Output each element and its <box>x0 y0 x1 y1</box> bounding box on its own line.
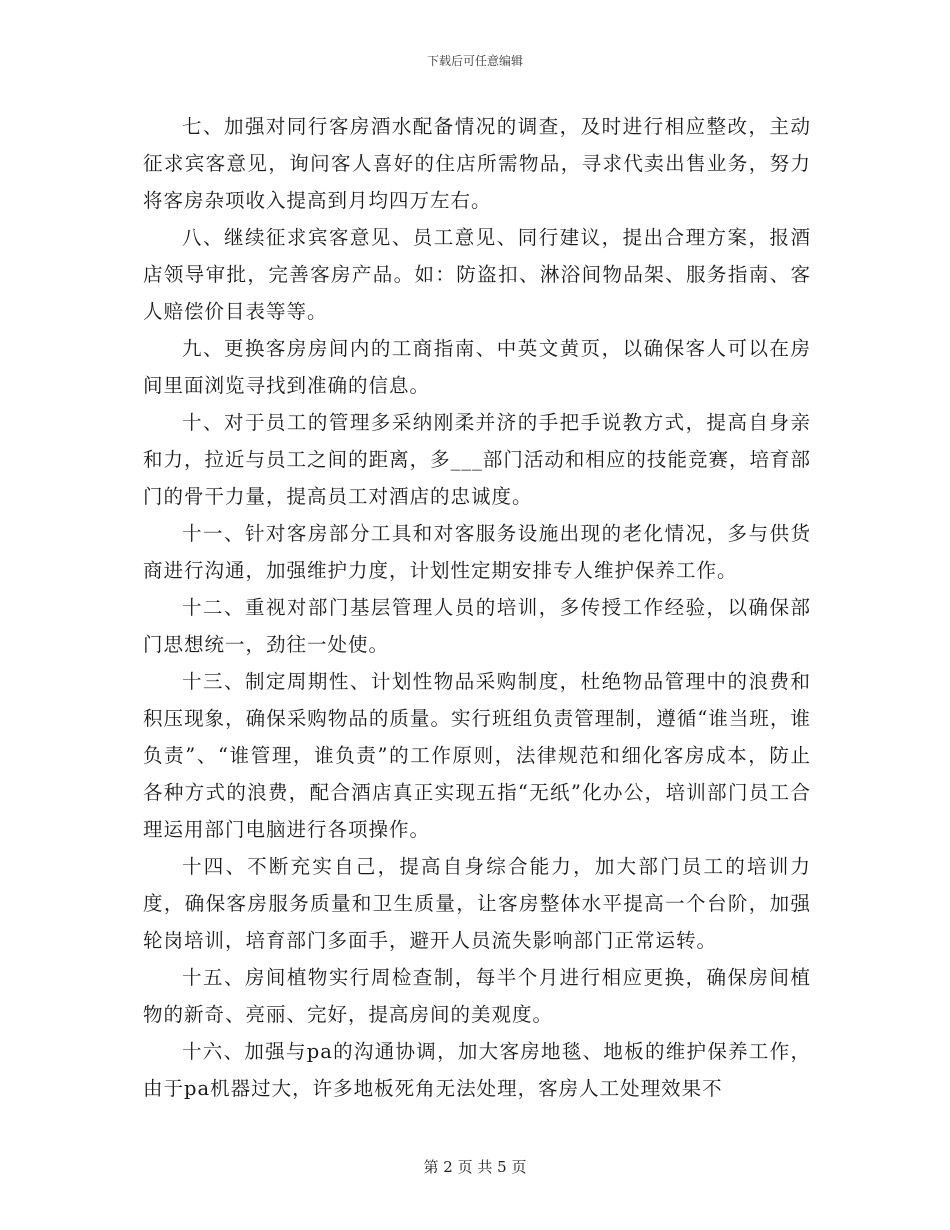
page-header: 下载后可任意编辑 <box>426 54 523 68</box>
page-footer: 第 2 页 共 5 页 <box>423 1158 527 1176</box>
paragraph-8: 八、继续征求宾客意见、员工意见、同行建议，提出合理方案，报酒店领导审批，完善客房产品。如：防盗扣、淋浴间物品架、服务指南、客人赔偿价目表等等。 <box>143 226 811 323</box>
paragraph-10: 十、对于员工的管理多采纳刚柔并济的手把手说教方式，提高自身亲和力，拉近与员工之间的距离，多___部门活动和相应的技能竞赛，培育部门的骨干力量，提高员工对酒店的忠诚度。 <box>143 411 811 508</box>
paragraph-12: 十二、重视对部门基层管理人员的培训，多传授工作经验，以确保部门思想统一，劲往一处使。 <box>143 596 811 656</box>
paragraph-16: 十六、加强与pa的沟通协调，加大客房地毯、地板的维护保养工作，由于pa机器过大，许多地板死角无法处理，客房人工处理效果不 <box>143 1040 811 1100</box>
document-body <box>143 108 811 1107</box>
paragraph-11: 十一、针对客房部分工具和对客服务设施出现的老化情况，多与供货商进行沟通，加强维护力度，计划性定期安排专人维护保养工作。 <box>143 522 811 582</box>
paragraph-7: 七、加强对同行客房酒水配备情况的调查，及时进行相应整改，主动征求宾客意见，询问客人喜好的住店所需物品，寻求代卖出售业务，努力将客房杂项收入提高到月均四万左右。 <box>143 115 811 212</box>
paragraph-9: 九、更换客房房间内的工商指南、中英文黄页，以确保客人可以在房间里面浏览寻找到准确的信息。 <box>143 337 811 397</box>
paragraph-15: 十五、房间植物实行周检查制，每半个月进行相应更换，确保房间植物的新奇、亮丽、完好，提高房间的美观度。 <box>143 966 811 1026</box>
paragraph-13: 十三、制定周期性、计划性物品采购制度，杜绝物品管理中的浪费和积压现象，确保采购物品的质量。实行班组负责管理制，遵循“谁当班，谁负责”、“谁管理，谁负责”的工作原则，法律规范和细化客房成本，防止各种方式的浪费，配合酒店真正实现五指“无纸”化办公，培训部门员工合理运用部门电脑进行各项操作。 <box>143 670 811 841</box>
paragraph-14: 十四、不断充实自己，提高自身综合能力，加大部门员工的培训力度，确保客房服务质量和卫生质量，让客房整体水平提高一个台阶，加强轮岗培训，培育部门多面手，避开人员流失影响部门正常运转。 <box>143 855 811 952</box>
